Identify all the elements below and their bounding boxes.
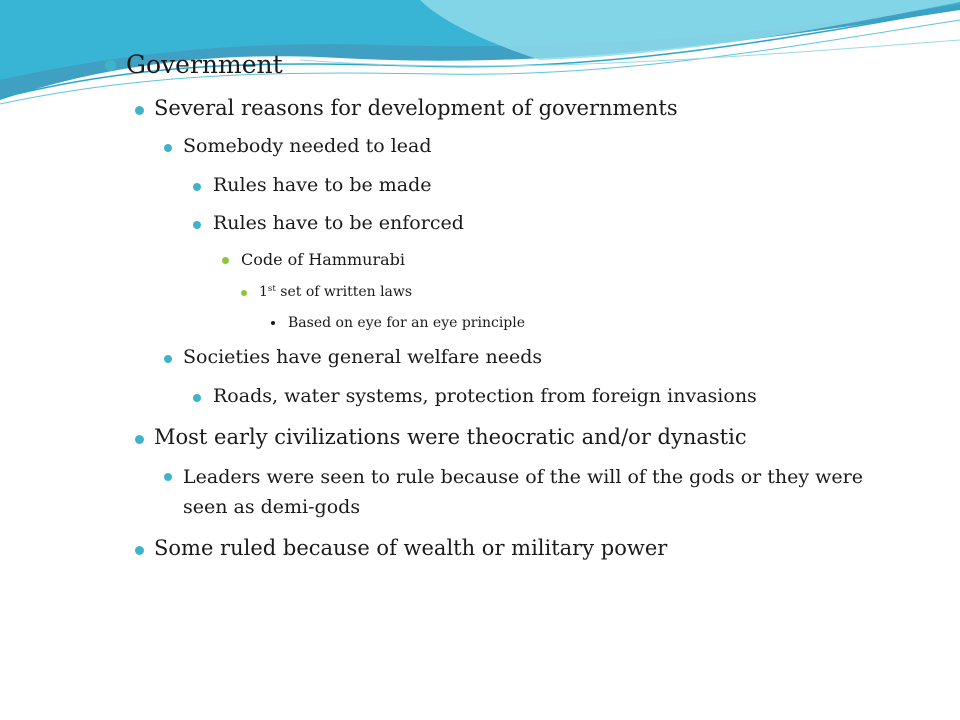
bullet-dot: [193, 221, 201, 229]
bullet-dot: [271, 321, 275, 325]
bullet-text: Rules have to be made: [213, 174, 432, 196]
bullet-dot: [241, 290, 247, 296]
bullet-dot: [164, 355, 172, 363]
bullet-text: Somebody needed to lead: [183, 135, 432, 157]
bullet-text: Societies have general welfare needs: [183, 346, 543, 368]
bullet-text: Government: [126, 50, 283, 79]
bullet-dot: [222, 257, 229, 264]
bullet-text: Rules have to be enforced: [213, 212, 464, 234]
bullet-text: Most early civilizations were theocratic and/or dynastic: [154, 425, 747, 449]
bullet-text: Several reasons for development of governments: [154, 96, 678, 120]
bullet-text: 1st set of written laws: [259, 284, 413, 300]
bullet-dot: [135, 546, 144, 555]
bullet-text: Leaders were seen to rule because of the will of the gods or they were seen as demi-gods: [183, 466, 864, 518]
bullet-text: Some ruled because of wealth or military power: [154, 536, 668, 560]
bullet-dot: [193, 394, 201, 402]
bullet-text: Roads, water systems, protection from foreign invasions: [213, 385, 757, 407]
bullet-dot: [164, 473, 172, 481]
bullet-text: Based on eye for an eye principle: [288, 315, 526, 331]
bullet-dot: [105, 60, 116, 71]
bullet-dot: [135, 106, 144, 115]
bullet-dot: [135, 435, 144, 444]
bullet-text: Code of Hammurabi: [241, 250, 405, 269]
bullet-dot: [164, 144, 172, 152]
bullet-dot: [193, 183, 201, 191]
